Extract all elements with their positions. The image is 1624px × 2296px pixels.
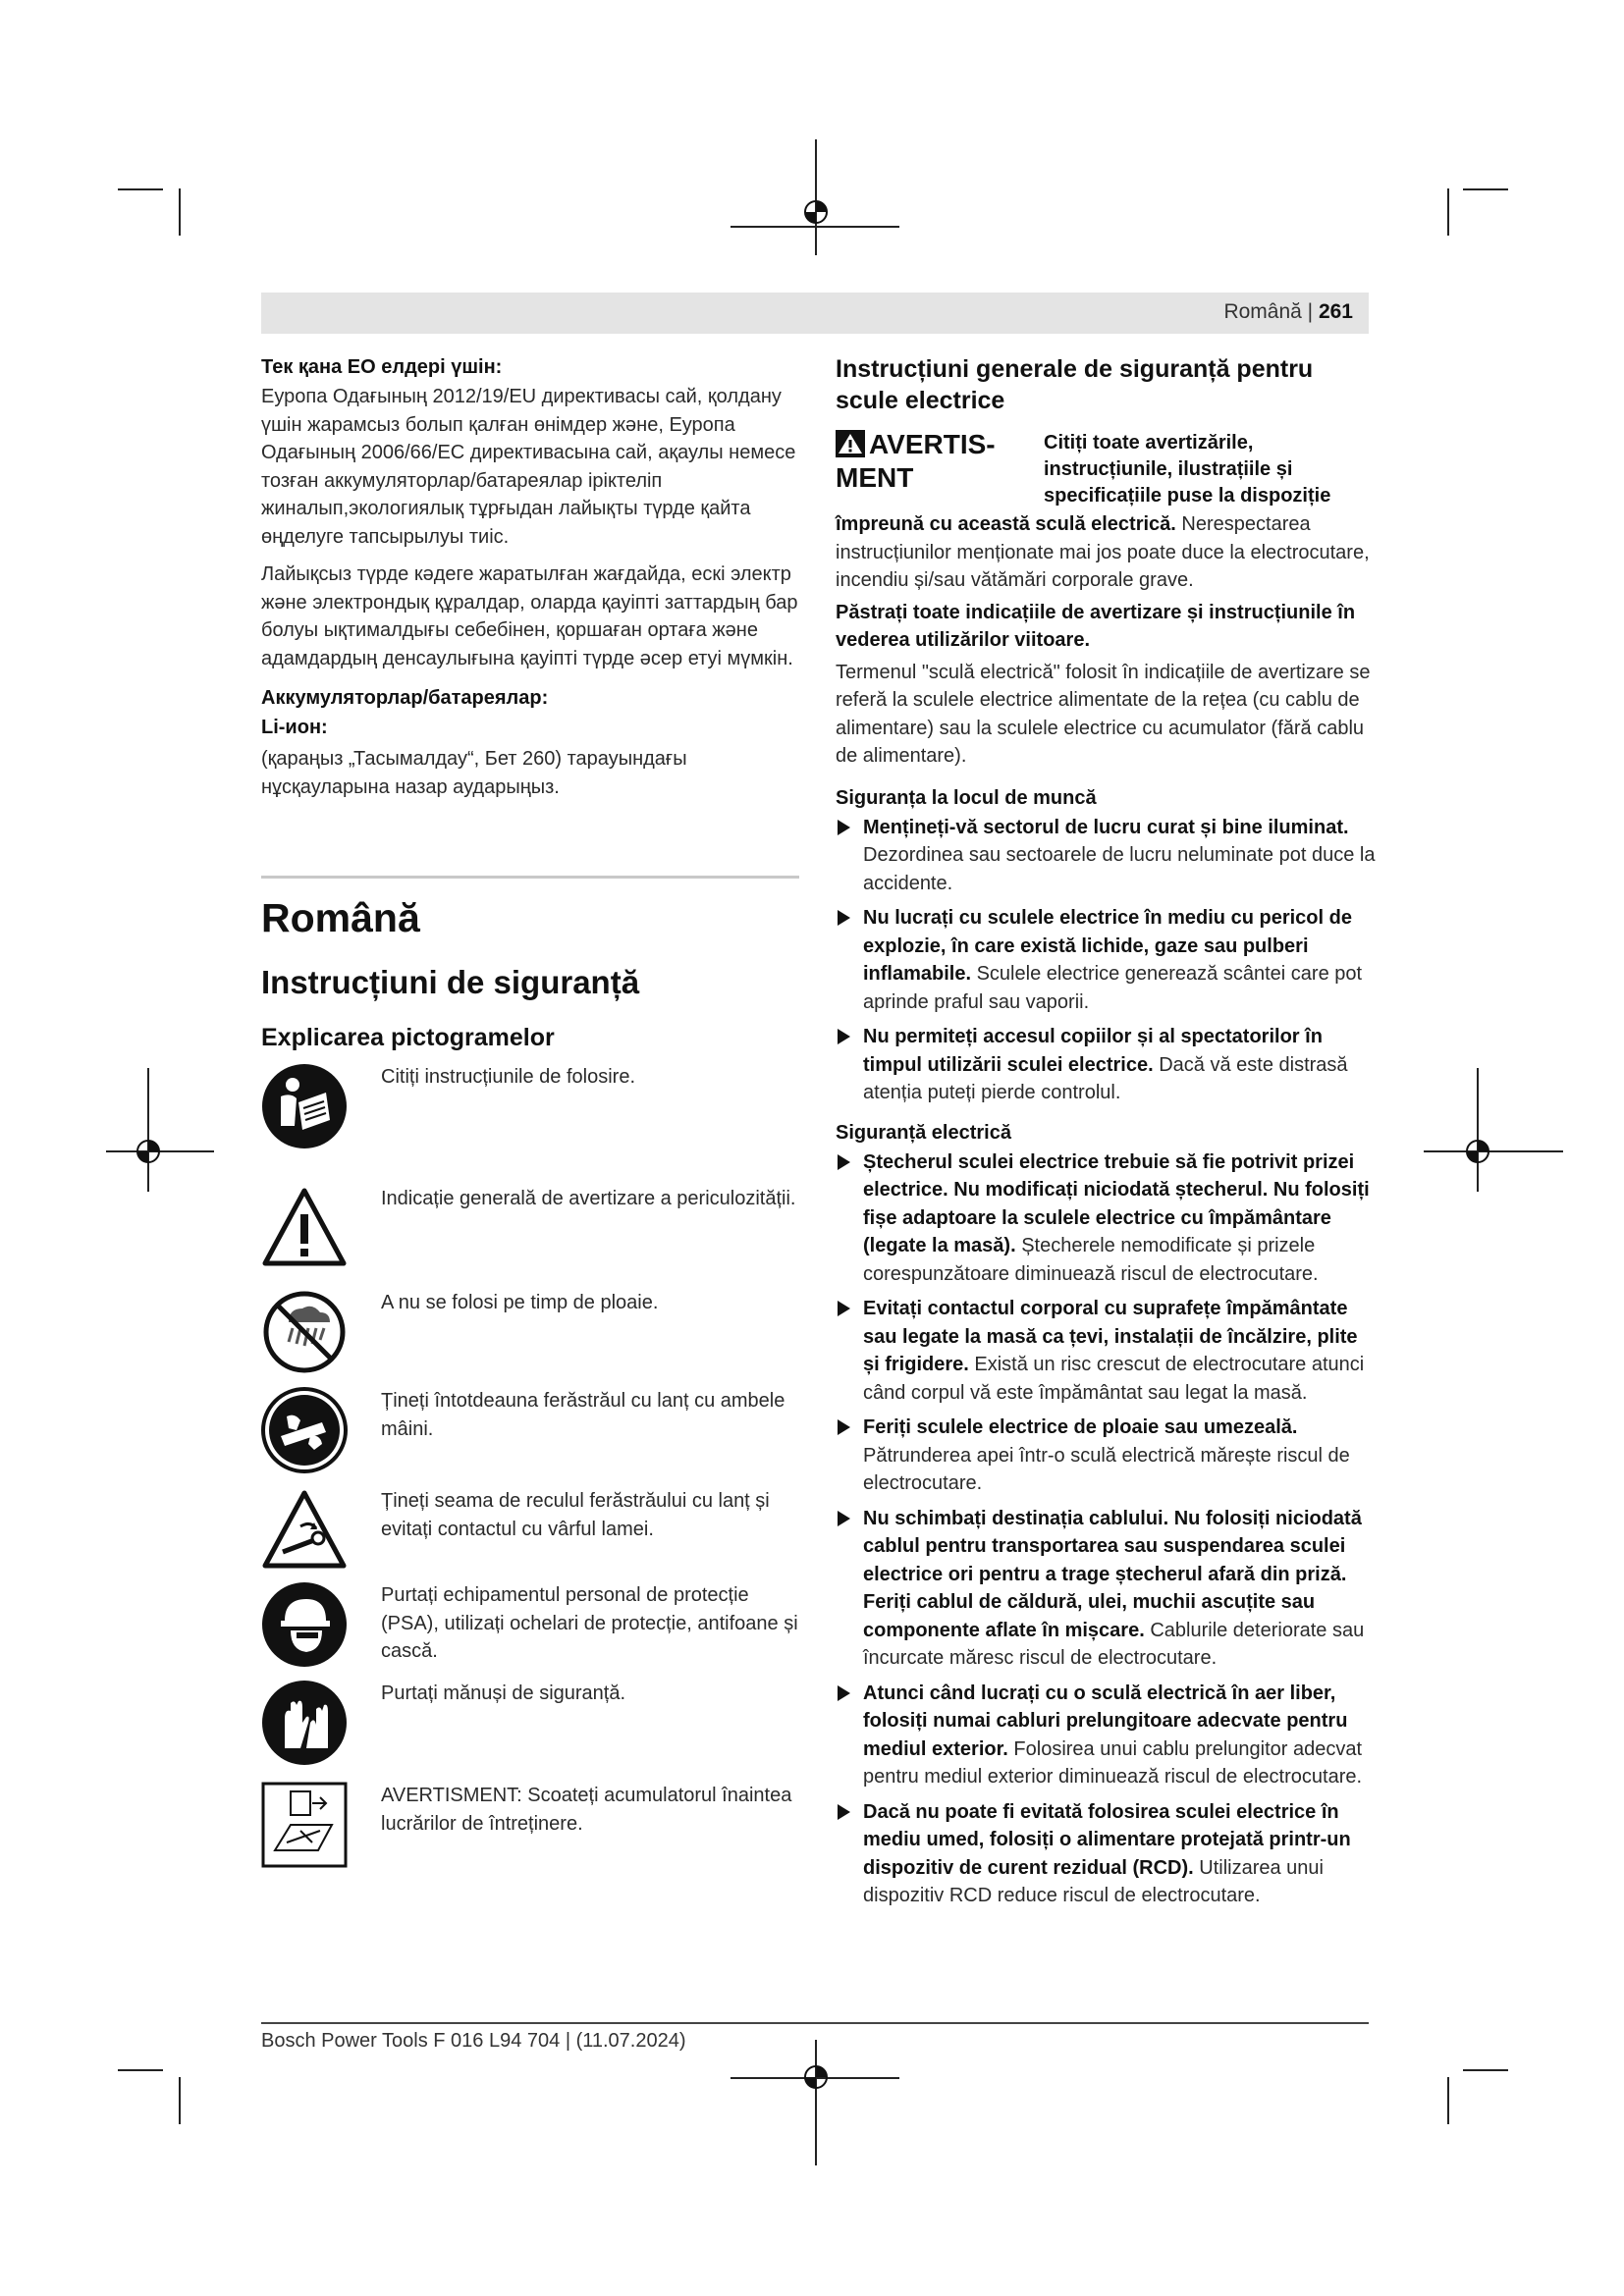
warning-bold-line: Citiți toate avertizările, bbox=[1044, 432, 1254, 454]
warning-bold-line: instrucțiunile, ilustrațiile și bbox=[1044, 458, 1293, 480]
item-text: Există un risc crescut de electrocutare atunci când corpul vă este împământat sau legat la masă. bbox=[863, 1354, 1365, 1404]
general-safety-heading: Instrucțiuni generale de siguranță pentru scule electrice bbox=[836, 355, 1314, 414]
work-area-list bbox=[836, 814, 1376, 1107]
warning-word-line-2: MENT bbox=[836, 462, 914, 493]
page-number: 261 bbox=[1318, 300, 1353, 323]
item-bold: Feriți sculele electrice de ploaie sau umezeală. bbox=[863, 1416, 1298, 1438]
two-hands-chainsaw-icon bbox=[261, 1387, 348, 1473]
read-manual-icon bbox=[261, 1063, 348, 1149]
list-item bbox=[836, 1414, 1376, 1498]
safety-gloves-icon bbox=[261, 1680, 348, 1766]
item-text: Folosirea unui cablu prelungitor adecvat pentru mediul exterior diminuează riscul de electrocutare. bbox=[863, 1737, 1363, 1788]
pictogram-item bbox=[261, 1680, 799, 1782]
remove-battery-icon bbox=[261, 1782, 348, 1868]
list-item bbox=[836, 904, 1376, 1016]
item-text: Cablurile deteriorate sau încurcate măresc riscul de electrocutare. bbox=[863, 1619, 1365, 1669]
pictogram-text: Țineți seama de reculul ferăstrăului cu lanț și evitați contactul cu vârful lamei. bbox=[381, 1490, 770, 1540]
pictogram-text: Țineți întotdeauna ferăstrăul cu lanț cu ambele mâini. bbox=[381, 1390, 785, 1440]
power-tool-term-paragraph: Termenul "sculă electrică" folosit în indicațiile de avertizare se referă la sculele electrice alimentate de la rețea (cu cablu de alimentare) sau la sculele electrice cu acumulator (fără cablu de alimentare). bbox=[836, 661, 1371, 767]
bullet-arrow-icon bbox=[838, 1301, 850, 1316]
item-text: Dezordinea sau sectoarele de lucru neluminate pot duce la accidente. bbox=[863, 844, 1376, 894]
pictogram-text: Purtați mănuși de siguranță. bbox=[381, 1682, 626, 1704]
bullet-arrow-icon bbox=[838, 1804, 850, 1820]
kickback-warning-icon bbox=[261, 1487, 348, 1574]
warning-triangle-icon bbox=[836, 430, 865, 457]
bullet-arrow-icon bbox=[838, 1511, 850, 1526]
registration-mark-icon bbox=[1464, 1138, 1491, 1165]
item-bold: Evitați contactul corporal cu suprafețe împământate sau legate la masă ca țevi, instalații de încălzire, plite și frigidere. bbox=[863, 1298, 1358, 1375]
pictogram-item bbox=[261, 1185, 799, 1289]
bullet-arrow-icon bbox=[838, 1154, 850, 1170]
liion-text: (қараңыз „Тасымалдау“, Бет 260) тарауындағы нұсқауларына назар аударыңыз. bbox=[261, 748, 687, 798]
pictogram-item bbox=[261, 1387, 799, 1487]
item-bold: Nu lucrați cu sculele electrice în mediu cu pericol de explozie, în care există lichide, gaze sau pulberi inflamabile. bbox=[863, 907, 1352, 985]
item-text: Utilizarea unui dispozitiv RCD reduce riscul de electrocutare. bbox=[863, 1856, 1324, 1906]
right-column bbox=[836, 353, 1376, 1917]
bullet-arrow-icon bbox=[838, 1029, 850, 1044]
registration-mark-icon bbox=[802, 198, 830, 226]
item-bold: Dacă nu poate fi evitată folosirea sculei electrice în mediu umed, folosiți o alimentare protejată printr-un dispozitiv de curent rezidual (RCD). bbox=[863, 1800, 1351, 1879]
item-text: Dacă vă este distrasă atenția puteți pierde controlul. bbox=[863, 1053, 1348, 1103]
protective-equipment-icon bbox=[261, 1581, 348, 1668]
pictogram-item bbox=[261, 1289, 799, 1387]
pictogram-item bbox=[261, 1581, 799, 1680]
item-bold: Nu schimbați destinația cablului. Nu folosiți niciodată cablul pentru transportarea sau suspendarea sculei electrice ori pentru a trage ștecherul afară din priză. Feriți cablul de căldură, ulei, muchii ascuțite sau componente aflate în mișcare. bbox=[863, 1507, 1362, 1641]
pictogram-text: AVERTISMENT: Scoateți acumulatorul înaintea lucrărilor de întreținere. bbox=[381, 1785, 792, 1835]
item-text: Ștecherele nemodificate și prizele corespunzătoare diminuează riscul de electrocutare. bbox=[863, 1235, 1319, 1285]
page-header bbox=[261, 293, 1369, 334]
work-area-safety-heading: Siguranța la locul de muncă bbox=[836, 786, 1097, 809]
item-text: Pătrunderea apei într-o sculă electrică mărește riscul de electrocutare. bbox=[863, 1444, 1350, 1494]
registration-mark-icon bbox=[802, 2063, 830, 2091]
pictogram-list bbox=[261, 1063, 799, 1880]
pictogram-item bbox=[261, 1487, 799, 1581]
pictogram-text: A nu se folosi pe timp de ploaie. bbox=[381, 1292, 659, 1313]
warning-signal-word bbox=[836, 428, 996, 495]
section-divider bbox=[261, 876, 799, 879]
list-item bbox=[836, 1023, 1376, 1107]
pictograms-title: Explicarea pictogramelor bbox=[261, 1024, 555, 1051]
pictogram-item bbox=[261, 1782, 799, 1880]
header-section: Română bbox=[1223, 300, 1302, 323]
pictogram-text: Purtați echipamentul personal de protecție (PSA), utilizați ochelari de protecție, antifoane și cască. bbox=[381, 1584, 798, 1662]
list-item bbox=[836, 1295, 1376, 1407]
item-text: Sculele electrice generează scântei care pot aprinde praful sau vaporii. bbox=[863, 963, 1363, 1013]
list-item bbox=[836, 814, 1376, 898]
bullet-arrow-icon bbox=[838, 820, 850, 835]
registration-mark-icon bbox=[135, 1138, 162, 1165]
bullet-arrow-icon bbox=[838, 910, 850, 926]
pictogram-text: Indicație generală de avertizare a periculozității. bbox=[381, 1188, 796, 1209]
keep-instructions-text: Păstrați toate indicațiile de avertizare și instrucțiunile în vederea utilizărilor viitoare. bbox=[836, 601, 1356, 651]
warning-bold-line: specificațiile puse la dispoziție bbox=[1044, 485, 1331, 507]
eu-paragraph-2: Лайықсыз түрде кәдеге жаратылған жағдайда, ескі электр және электрондық құралдар, оларда қауіпті заттардың бар болуы ықтималдығы себебінен, қоршаған ортаға және адамдардың денсаулығына қауіпті түрде әсер етуі мүмкін. bbox=[261, 563, 798, 669]
page-footer: Bosch Power Tools F 016 L94 704 | (11.07.2024) bbox=[261, 2030, 686, 2052]
pictogram-text: Citiți instrucțiunile de folosire. bbox=[381, 1066, 635, 1088]
language-title: Română bbox=[261, 895, 420, 940]
electrical-safety-heading: Siguranță electrică bbox=[836, 1121, 1011, 1144]
no-rain-icon bbox=[261, 1289, 348, 1375]
warning-bold-text bbox=[1044, 430, 1376, 509]
left-column bbox=[261, 353, 799, 1880]
list-item bbox=[836, 1680, 1376, 1791]
item-bold: Atunci când lucrați cu o sculă electrică în aer liber, folosiți numai cabluri prelungitoare adecvate pentru mediul exterior. bbox=[863, 1682, 1348, 1760]
list-item bbox=[836, 1148, 1376, 1289]
warning-continuation-text: Nerespectarea instrucțiunilor menționate mai jos poate duce la electrocutare, incendiu și/sau vătămări corporale grave. bbox=[836, 513, 1370, 591]
general-warning-icon bbox=[261, 1185, 348, 1271]
pictogram-item bbox=[261, 1063, 799, 1185]
warning-continuation bbox=[836, 510, 1376, 595]
list-item bbox=[836, 1798, 1376, 1910]
warning-continuation-bold: împreună cu această sculă electrică. bbox=[836, 513, 1176, 535]
safety-title: Instrucțiuni de siguranță bbox=[261, 964, 640, 1000]
eu-heading: Тек қана ЕО елдері үшін: bbox=[261, 356, 503, 378]
list-item bbox=[836, 1505, 1376, 1673]
item-bold: Nu permiteți accesul copiilor și al spectatorilor în timpul utilizării sculei electrice. bbox=[863, 1026, 1323, 1076]
battery-heading: Аккумуляторлар/батареялар: bbox=[261, 687, 549, 709]
warning-word-line-1: AVERTIS- bbox=[869, 429, 996, 459]
eu-paragraph-1: Еуропа Одағының 2012/19/EU директивасы сай, қолдану үшін жарамсыз болып қалған өнімдер және, Еуропа Одағының 2006/66/EC директивасына сай, ақаулы немесе тозған аккумуляторлар/батареялар іріктеліп жиналып,экологиялық тұрғыдан лайықты түрде қайта өңделуге тапсырылуы тиіс. bbox=[261, 386, 796, 548]
item-bold: Mențineți-vă sectorul de lucru curat și bine iluminat. bbox=[863, 816, 1349, 838]
page-header-text: Română | 261 bbox=[1223, 300, 1353, 323]
warning-block bbox=[836, 428, 1376, 508]
item-bold: Ștecherul sculei electrice trebuie să fie potrivit prizei electrice. Nu modificați niciodată ștecherul. Nu folosiți fișe adaptoare la sculele electrice cu împământare (legate la masă). bbox=[863, 1150, 1370, 1256]
electrical-safety-list bbox=[836, 1148, 1376, 1910]
bullet-arrow-icon bbox=[838, 1685, 850, 1701]
footer-divider bbox=[261, 2022, 1369, 2024]
bullet-arrow-icon bbox=[838, 1419, 850, 1435]
liion-heading: Li-ион: bbox=[261, 717, 328, 738]
